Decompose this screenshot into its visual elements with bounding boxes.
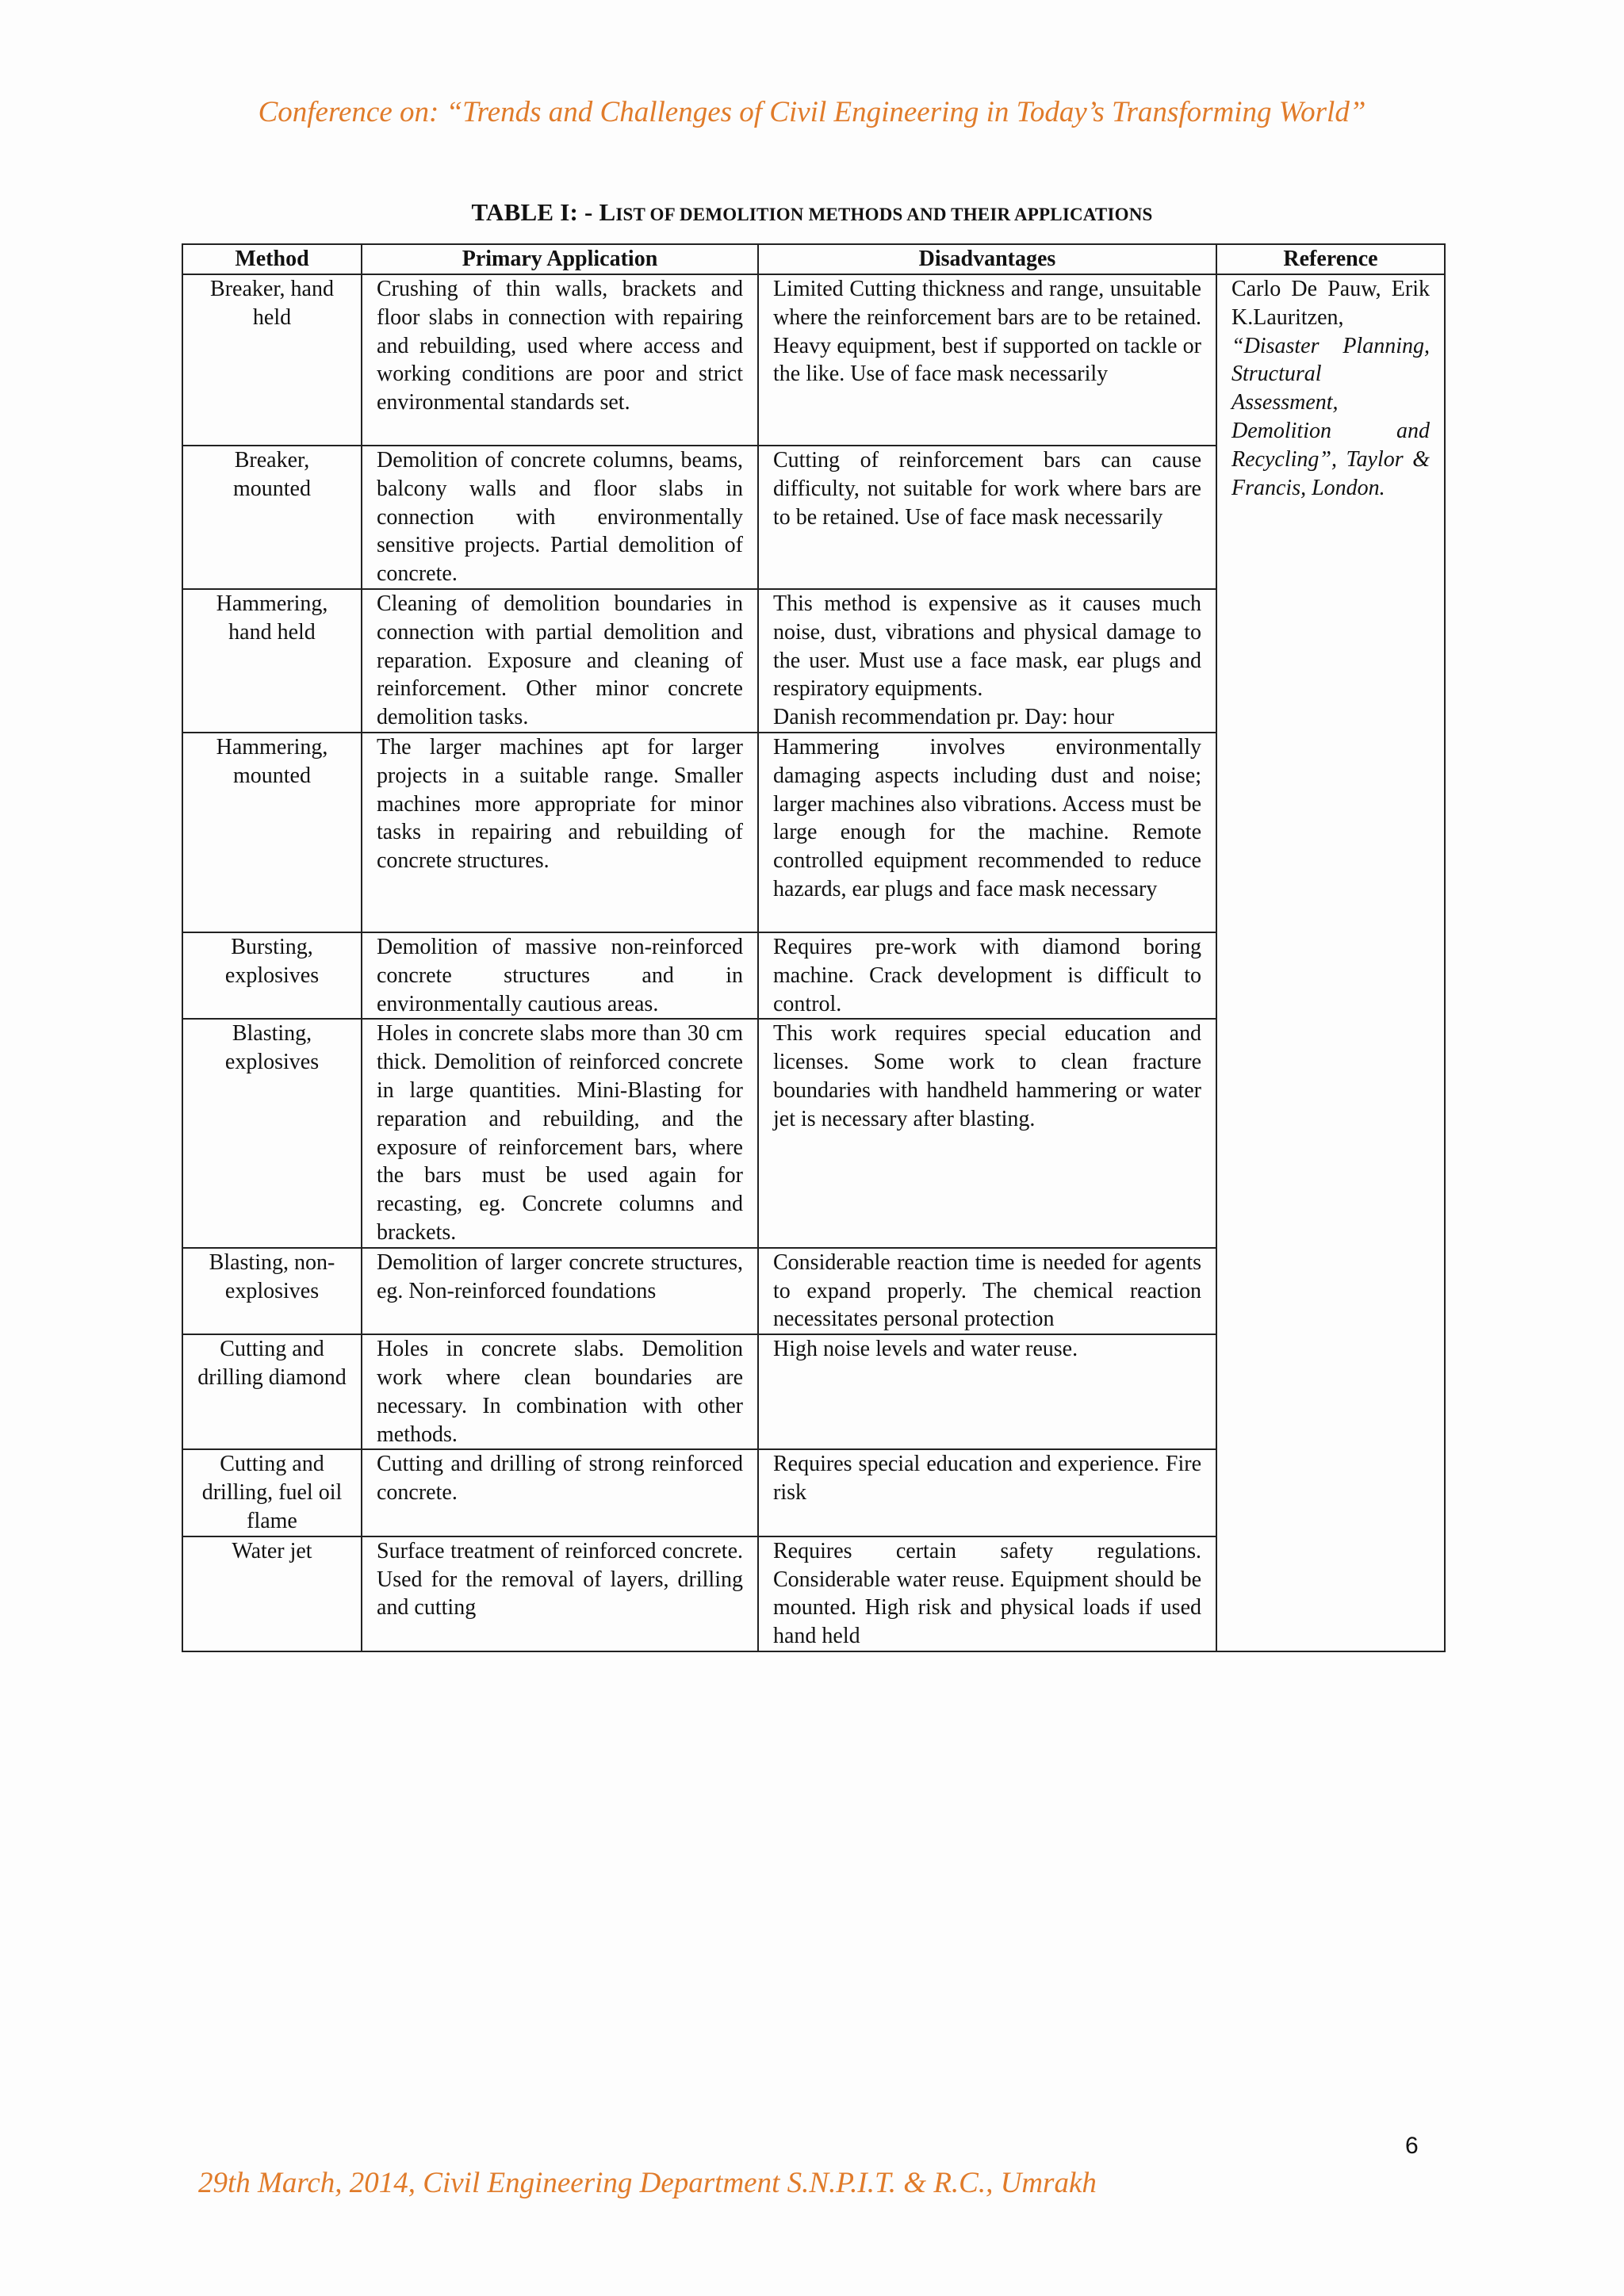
conference-footer: 29th March, 2014, Civil Engineering Department S.N.P.I.T. & R.C., Umrakh — [198, 2167, 1097, 2199]
disadvantages-cell: Cutting of reinforcement bars can cause difficulty, not suitable for work where bars are to be retained. Use of face mask necessarily — [758, 446, 1216, 589]
table-caption-rest: IST OF DEMOLITION METHODS AND THEIR APPLICATIONS — [615, 205, 1153, 224]
method-cell: Cutting and drilling, fuel oil flame — [182, 1449, 362, 1536]
application-cell: Cutting and drilling of strong reinforced concrete. — [362, 1449, 758, 1536]
method-cell: Hammering, hand held — [182, 589, 362, 733]
application-cell: Surface treatment of reinforced concrete. Used for the removal of layers, drilling and cutting — [362, 1536, 758, 1651]
disadvantages-text: This method is expensive as it causes much noise, dust, vibrations and physical damage to the user. Must use a face mask, ear plugs and respiratory equipments. — [773, 591, 1201, 702]
table-header-row — [182, 244, 1445, 274]
table-row — [182, 274, 1445, 446]
method-cell: Breaker, mounted — [182, 446, 362, 589]
page-number: 6 — [1405, 2133, 1419, 2159]
disadvantages-cell: Requires special education and experience. Fire risk — [758, 1449, 1216, 1536]
application-cell: Holes in concrete slabs. Demolition work where clean boundaries are necessary. In combination with other methods. — [362, 1334, 758, 1449]
disadvantages-cell: This work requires special education and licenses. Some work to clean fracture boundaries with handheld hammering or water jet is necessary after blasting. — [758, 1019, 1216, 1247]
method-cell: Bursting, explosives — [182, 932, 362, 1019]
method-cell: Hammering, mounted — [182, 733, 362, 932]
header-method: Method — [182, 244, 362, 274]
danish-recommendation: Danish recommendation pr. Day: hour — [773, 705, 1115, 730]
header-reference: Reference — [1216, 244, 1445, 274]
application-cell: Demolition of larger concrete structures, eg. Non-reinforced foundations — [362, 1248, 758, 1334]
method-cell: Water jet — [182, 1536, 362, 1651]
disadvantages-cell: Requires certain safety regulations. Considerable water reuse. Equipment should be mounted. High risk and physical loads if used hand held — [758, 1536, 1216, 1651]
table-caption — [0, 198, 1624, 227]
header-primary-application: Primary Application — [362, 244, 758, 274]
method-cell: Cutting and drilling diamond — [182, 1334, 362, 1449]
reference-title: “Disaster Planning, Structural Assessment, Demolition and Recycling”, Taylor & Francis, London. — [1231, 333, 1430, 500]
disadvantages-cell: Considerable reaction time is needed for agents to expand properly. The chemical reaction necessitates personal protection — [758, 1248, 1216, 1334]
table-caption-lead: TABLE I: - L — [471, 198, 616, 226]
demolition-methods-table — [182, 243, 1446, 1652]
method-cell: Blasting, explosives — [182, 1019, 362, 1247]
conference-header: Conference on: “Trends and Challenges of Civil Engineering in Today’s Transforming World” — [258, 96, 1366, 128]
disadvantages-cell: Limited Cutting thickness and range, unsuitable where the reinforcement bars are to be retained. Heavy equipment, best if supported on tackle or the like. Use of face mask necessarily — [758, 274, 1216, 446]
disadvantages-cell: Hammering involves environmentally damaging aspects including dust and noise; larger machines also vibrations. Access must be large enough for the machine. Remote controlled equipment recommended to reduce hazards, ear plugs and face mask necessary — [758, 733, 1216, 932]
application-cell: Demolition of massive non-reinforced concrete structures and in environmentally cautious areas. — [362, 932, 758, 1019]
method-cell: Blasting, non-explosives — [182, 1248, 362, 1334]
method-cell: Breaker, hand held — [182, 274, 362, 446]
application-cell: Holes in concrete slabs more than 30 cm thick. Demolition of reinforced concrete in large quantities. Mini-Blasting for reparation and rebuilding, and the exposure of reinforcement bars, where the bars must be used again for recasting, eg. Concrete columns and brackets. — [362, 1019, 758, 1247]
application-cell: The larger machines apt for larger projects in a suitable range. Smaller machines more appropriate for minor tasks in repairing and rebuilding of concrete structures. — [362, 733, 758, 932]
disadvantages-cell: High noise levels and water reuse. — [758, 1334, 1216, 1449]
reference-cell — [1216, 274, 1445, 1651]
reference-authors: Carlo De Pauw, Erik K.Lauritzen, — [1231, 277, 1430, 330]
header-disadvantages: Disadvantages — [758, 244, 1216, 274]
disadvantages-cell: Requires pre-work with diamond boring machine. Crack development is difficult to control. — [758, 932, 1216, 1019]
disadvantages-cell — [758, 589, 1216, 733]
application-cell: Cleaning of demolition boundaries in connection with partial demolition and reparation. Exposure and cleaning of reinforcement. Other minor concrete demolition tasks. — [362, 589, 758, 733]
application-cell: Demolition of concrete columns, beams, balcony walls and floor slabs in connection with environmentally sensitive projects. Partial demolition of concrete. — [362, 446, 758, 589]
application-cell: Crushing of thin walls, brackets and floor slabs in connection with repairing and rebuilding, used where access and working conditions are poor and strict environmental standards set. — [362, 274, 758, 446]
